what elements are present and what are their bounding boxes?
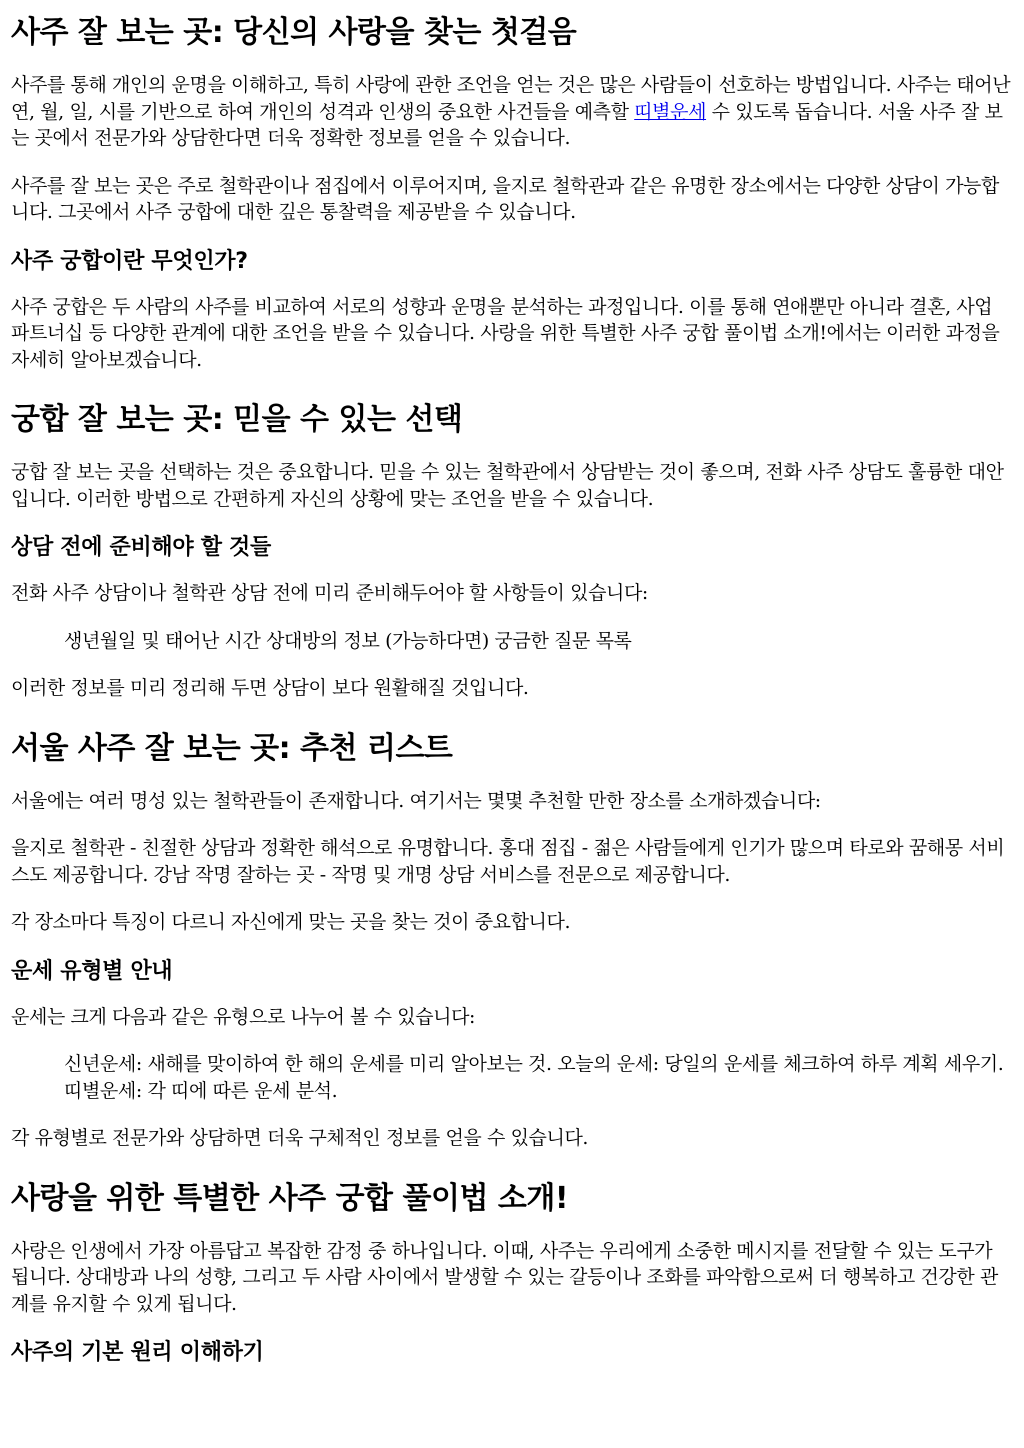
section-heading-love-gunghap: 사랑을 위한 특별한 사주 궁합 풀이법 소개! — [11, 1180, 569, 1216]
paragraph-seoul-list: 을지로 철학관 - 친절한 상담과 정확한 해석으로 유명합니다. 홍대 점집 - 젊은 사람들에게 인기가 많으며 타로와 꿈해몽 서비스도 제공합니다. 강남 작명 잘하는 곳 - 작명 및 개명 상담 서비스를 전문으로 제공합니다. — [11, 837, 1005, 886]
paragraph-prep-intro: 전화 사주 상담이나 철학관 상담 전에 미리 준비해두어야 할 사항들이 있습니다: — [11, 582, 648, 604]
fortune-list: 신년운세: 새해를 맞이하여 한 해의 운세를 미리 알아보는 것. 오늘의 운세: 당일의 운세를 체크하여 하루 계획 세우기. 띠별운세: 각 띠에 따른 운세 분석. — [64, 1053, 1004, 1102]
link-zodiac-fortune[interactable]: 띠별운세 — [634, 100, 707, 123]
paragraph-intro-text-1: 사주를 통해 개인의 운명을 이해하고, 특히 사랑에 관한 조언을 얻는 것은 많은 사람들이 선호하는 방법입니다. 사주는 태어난 연, 월, 일, 시를 기반으로 하여 개인의 성격과 인생의 중요한 사건들을 예측할 — [11, 74, 1011, 123]
prep-list: 생년월일 및 태어난 시간 상대방의 정보 (가능하다면) 궁금한 질문 목록 — [64, 629, 632, 652]
paragraph-fortune-intro: 운세는 크게 다음과 같은 유형으로 나누어 볼 수 있습니다: — [11, 1005, 476, 1028]
paragraph-fortune-outro: 각 유형별로 전문가와 상담하면 더욱 구체적인 정보를 얻을 수 있습니다. — [11, 1127, 589, 1149]
section-heading-saju-places: 사주 잘 보는 곳: 당신의 사랑을 찾는 첫걸음 — [11, 15, 577, 50]
subheading-saju-basics: 사주의 기본 원리 이해하기 — [11, 1340, 264, 1365]
paragraph-seoul-intro: 서울에는 여러 명성 있는 철학관들이 존재합니다. 여기서는 몇몇 추천할 만한 장소를 소개하겠습니다: — [11, 789, 821, 812]
paragraph-love: 사랑은 인생에서 가장 아름답고 복잡한 감정 중 하나입니다. 이때, 사주는 우리에게 소중한 메시지를 전달할 수 있는 도구가 됩니다. 상대방과 나의 성향, 그리고 두 사람 사이에서 발생할 수 있는 갈등이나 조화를 파악함으로써 더 행복하고 건강한 관계를 유지할 수 있게 됩니다. — [11, 1239, 998, 1315]
section-heading-gunghap-places: 궁합 잘 보는 곳: 믿을 수 있는 선택 — [11, 402, 463, 437]
paragraph-places: 사주를 잘 보는 곳은 주로 철학관이나 점집에서 이루어지며, 을지로 철학관과 같은 유명한 장소에서는 다양한 상담이 가능합니다. 그곳에서 사주 궁합에 대한 깊은 통찰력을 제공받을 수 있습니다. — [11, 174, 999, 223]
paragraph-choose: 궁합 잘 보는 곳을 선택하는 것은 중요합니다. 믿을 수 있는 철학관에서 상담받는 것이 좋으며, 전화 사주 상담도 훌륭한 대안입니다. 이러한 방법으로 간편하게 자신의 상황에 맞는 조언을 받을 수 있습니다. — [11, 461, 1004, 510]
paragraph-intro — [11, 72, 1014, 152]
subheading-preparation: 상담 전에 준비해야 할 것들 — [11, 535, 271, 560]
paragraph-intro-text-2: 수 있도록 돕습니다. 서울 사주 잘 보는 곳에서 전문가와 상담한다면 더욱 정확한 정보를 얻을 수 있습니다. — [11, 100, 1003, 149]
subheading-fortune-types: 운세 유형별 안내 — [11, 958, 173, 984]
paragraph-gunghap: 사주 궁합은 두 사람의 사주를 비교하여 서로의 성향과 운명을 분석하는 과정입니다. 이를 통해 연애뿐만 아니라 결혼, 사업 파트너십 등 다양한 관계에 대한 조언을 받을 수 있습니다. 사랑을 위한 특별한 사주 궁합 풀이법 소개!에서는 이러한 과정을 자세히 알아보겠습니다. — [11, 295, 1000, 371]
subheading-what-is-gunghap: 사주 궁합이란 무엇인가? — [11, 248, 248, 274]
paragraph-prep-outro: 이러한 정보를 미리 정리해 두면 상담이 보다 원활해질 것입니다. — [11, 677, 529, 699]
paragraph-seoul-outro: 각 장소마다 특징이 다르니 자신에게 맞는 곳을 찾는 것이 중요합니다. — [11, 911, 571, 933]
section-heading-seoul-recommend: 서울 사주 잘 보는 곳: 추천 리스트 — [11, 730, 453, 766]
